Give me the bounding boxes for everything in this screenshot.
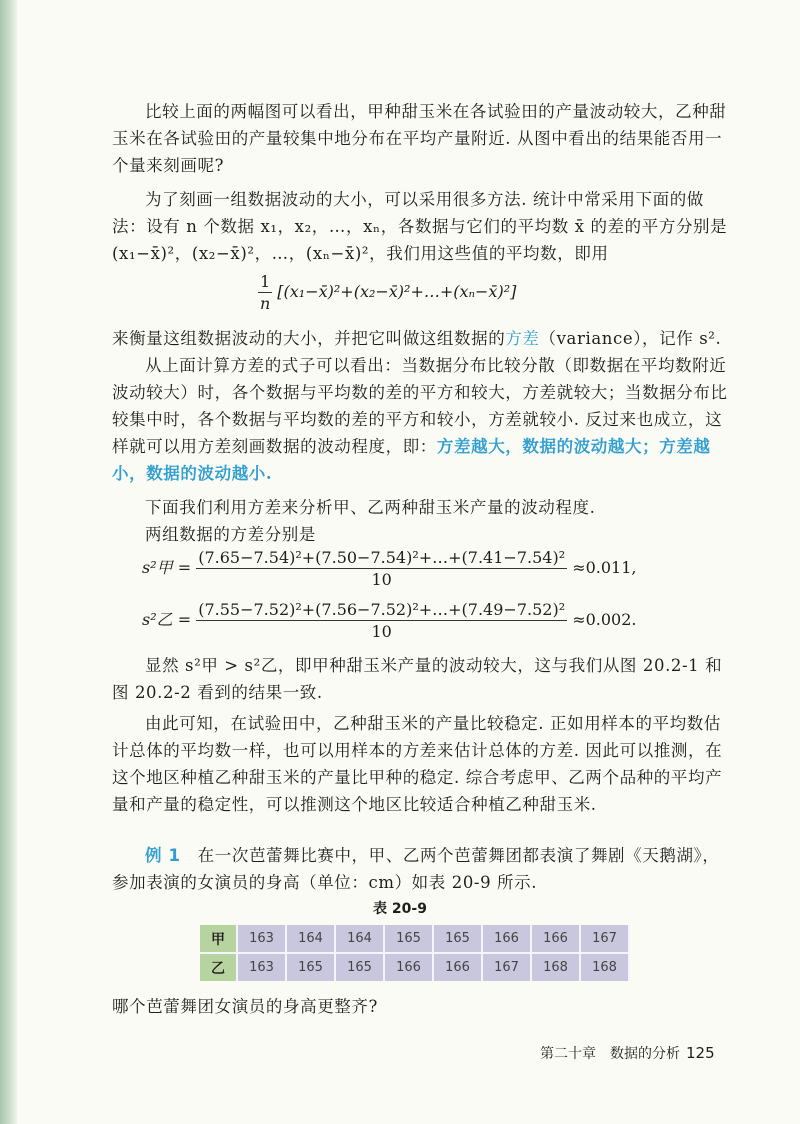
variance-jia-fraction: [196, 548, 567, 589]
paragraph-variance-definition: [112, 325, 730, 352]
table-cell: 168: [532, 954, 581, 981]
table-cell: 166: [532, 925, 581, 954]
table-row-header: 乙: [200, 954, 238, 981]
height-table: [200, 925, 630, 981]
table-cell: 165: [385, 925, 434, 954]
variance-meaning-text: 从上面计算方差的式子可以看出：当数据分布比较分散（即数据在平均数附近波动较大）时，各个数据与平均数的差的平方和较大，方差就较大；当数据分布比较集中时，各个数据与平均数的差的平方和较小，方差就较小. 反过来也成立，这样就可以用方差刻画数据的波动程度，即：: [112, 356, 728, 456]
example-label: 例 1: [145, 846, 181, 865]
table-cell: 166: [483, 925, 532, 954]
variance-jia-result: ≈0.011,: [572, 558, 637, 577]
variance-yi-denominator: 10: [371, 622, 392, 641]
example-1: [112, 842, 730, 896]
table-cell: 167: [483, 954, 532, 981]
variance-definition-text: 来衡量这组数据波动的大小，并把它叫做这组数据的: [112, 329, 506, 348]
paragraph-analysis-intro: 下面我们利用方差来分析甲、乙两种甜玉米产量的波动程度.: [145, 498, 596, 517]
table-cell: 165: [287, 954, 336, 981]
mean-formula-numerator: 1: [260, 272, 271, 291]
variance-yi-lhs: s²乙 =: [142, 610, 192, 629]
table-cell: 165: [336, 954, 385, 981]
paragraph-method: 为了刻画一组数据波动的大小，可以采用很多方法. 统计中常采用下面的做法：设有 n 个数据 x₁，x₂，…，xₙ，各数据与它们的平均数 x̄ 的差的平方分别是 (x₁−x̄)²，(x₂−x̄)²，…，(xₙ−x̄)²，我们用这些值的平均数，即用: [112, 190, 728, 263]
table-cell: 168: [581, 954, 630, 981]
paragraph-conclusion: 由此可知，在试验田中，乙种甜玉米的产量比较稳定. 正如用样本的平均数估计总体的平均数一样，也可以用样本的方差来估计总体的方差. 因此可以推测，在这个地区种植乙种甜玉米的产量比甲种的稳定. 综合考虑甲、乙两个品种的平均产量和产量的稳定性，可以推测这个地区比较适合种植乙种甜玉米.: [112, 714, 723, 814]
variance-yi-equation: [142, 600, 637, 641]
variance-term: 方差: [505, 329, 540, 348]
variance-jia-lhs: s²甲 =: [142, 558, 192, 577]
paragraph-variance-meaning: [112, 352, 730, 487]
table-cell: 164: [287, 925, 336, 954]
table-cell: 163: [238, 954, 287, 981]
table-row-header: 甲: [200, 925, 238, 954]
mean-formula-fraction: [258, 272, 272, 313]
table-row: [200, 954, 630, 981]
variance-jia-equation: [142, 548, 637, 589]
mean-formula: [258, 272, 516, 313]
page-number: 125: [686, 1044, 715, 1062]
variance-yi-numerator: (7.55−7.52)²+(7.56−7.52)²+…+(7.49−7.52)²: [198, 600, 566, 619]
table-title: 表 20-9: [373, 901, 427, 917]
mean-formula-denominator: n: [259, 294, 271, 313]
table-cell: 166: [434, 954, 483, 981]
example-text: 在一次芭蕾舞比赛中，甲、乙两个芭蕾舞团都表演了舞剧《天鹅湖》，参加表演的女演员的身高（单位：cm）如表 20-9 所示.: [112, 846, 720, 892]
variance-jia-denominator: 10: [371, 570, 392, 589]
chapter-title: 第二十章 数据的分析: [540, 1046, 680, 1062]
variance-notation-text: （variance），记作 s².: [539, 329, 722, 348]
table-cell: 167: [581, 925, 630, 954]
table-cell: 166: [385, 954, 434, 981]
variance-yi-result: ≈0.002.: [572, 610, 637, 629]
variance-key-conclusion: 方差越大，数据的波动越大；方差越小，数据的波动越小.: [112, 437, 711, 483]
page-footer: [540, 1043, 715, 1063]
mean-formula-body: [(x₁−x̄)²+(x₂−x̄)²+…+(xₙ−x̄)²]: [277, 282, 517, 301]
paragraph-comparison: 显然 s²甲 > s²乙，即甲种甜玉米产量的波动较大，这与我们从图 20.2-1 和图 20.2-2 看到的结果一致.: [112, 656, 723, 702]
table-cell: 164: [336, 925, 385, 954]
variance-jia-numerator: (7.65−7.54)²+(7.50−7.54)²+…+(7.41−7.54)²: [198, 548, 566, 567]
variance-yi-fraction: [196, 600, 567, 641]
paragraph-variance-values: 两组数据的方差分别是: [145, 525, 316, 544]
table-row: [200, 925, 630, 954]
paragraph-intro: 比较上面的两幅图可以看出，甲种甜玉米在各试验田的产量波动较大，乙种甜玉米在各试验田的产量较集中地分布在平均产量附近. 从图中看出的结果能否用一个量来刻画呢?: [112, 102, 727, 175]
table-cell: 163: [238, 925, 287, 954]
example-question: 哪个芭蕾舞团女演员的身高更整齐?: [112, 997, 378, 1016]
table-cell: 165: [434, 925, 483, 954]
